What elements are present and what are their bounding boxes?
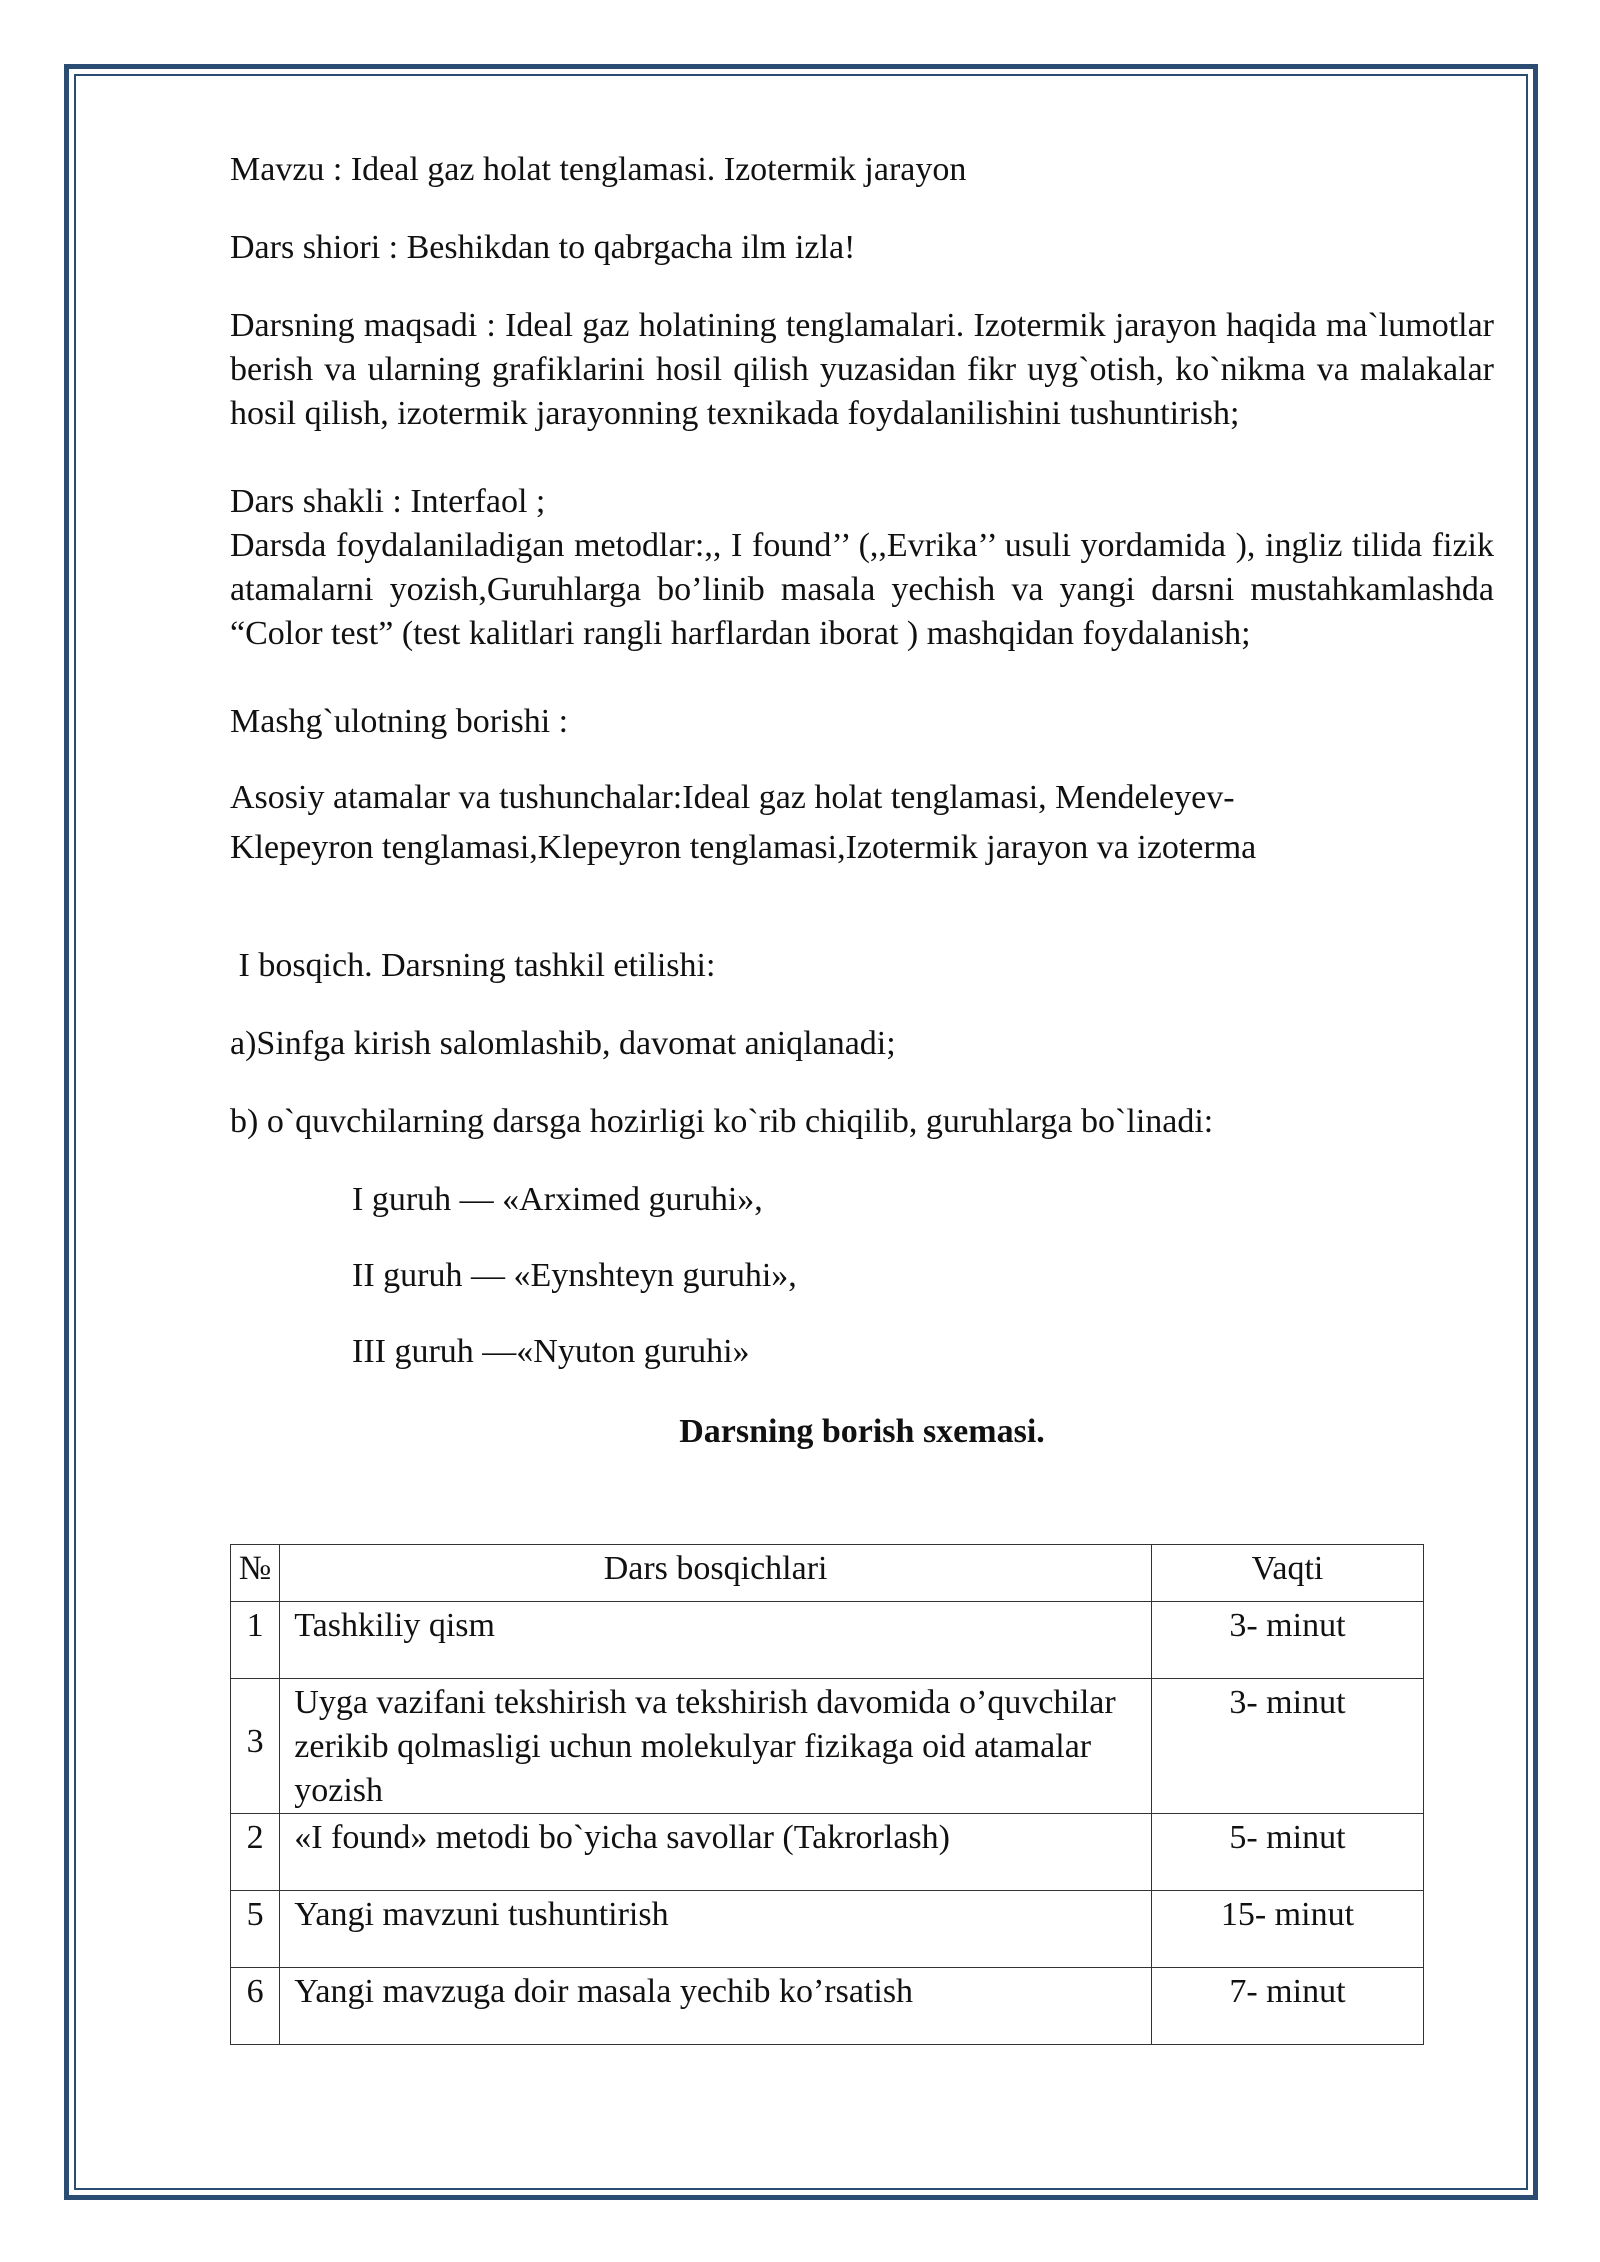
group-item: III guruh —«Nyuton guruhi» (352, 1333, 750, 1370)
header-time: Vaqti (1151, 1545, 1423, 1602)
row-time: 7- minut (1151, 1968, 1423, 2045)
row-stage: Uyga vazifani tekshirish va tekshirish davomida o’quvchilar zerikib qolmasligi uchun molekulyar fizikaga oid atamalar yozish (280, 1679, 1152, 1814)
header-stages: Dars bosqichlari (280, 1545, 1152, 1602)
lesson-scheme-table (230, 1544, 1424, 2045)
row-number: 2 (231, 1814, 280, 1891)
item-b: b) o`quvchilarning darsga hozirligi ko`rib chiqilib, guruhlarga bo`linadi: (230, 1103, 1214, 1140)
lesson-methods: Darsda foydalaniladigan metodlar:,, I found’’ (,,Evrika’’ usuli yordamida ), ingliz tilida fizik atamalarni yozish,Guruhlarga bo’linib masala yechish va yangi darsni mustahkamlashda “Color test” (test kalitlari rangli harflardan iborat ) mashqidan foydalanish; (230, 527, 1494, 652)
row-time: 15- minut (1151, 1891, 1423, 1968)
row-time: 3- minut (1151, 1679, 1423, 1814)
concepts-line-2: Klepeyron tenglamasi,Klepeyron tenglamasi,Izotermik jarayon va izoterma (230, 829, 1257, 866)
table-header-row (231, 1545, 1424, 1602)
concepts-line-1: Asosiy atamalar va tushunchalar:Ideal gaz holat tenglamasi, Mendeleyev- (230, 779, 1235, 816)
motto-line: Dars shiori : Beshikdan to qabrgacha ilm izla! (230, 229, 856, 266)
group-item: I guruh — «Arximed guruhi», (352, 1181, 763, 1218)
lesson-goal: Darsning maqsadi : Ideal gaz holatining tenglamalari. Izotermik jarayon haqida ma`lumotlar berish va ularning grafiklarini hosil qilish yuzasidan fikr uyg`otish, ko`nikma va malakalar hosil qilish, izotermik jarayonning texnikada foydalanilishini tushuntirish; (230, 307, 1494, 432)
table-row (231, 1968, 1424, 2045)
scheme-title: Darsning borish sxemasi. (679, 1413, 1045, 1450)
row-stage: Yangi mavzuga doir masala yechib ko’rsatish (280, 1968, 1152, 2045)
lesson-form: Dars shakli : Interfaol ; (230, 483, 546, 520)
table-row (231, 1679, 1424, 1814)
lesson-course: Mashg`ulotning borishi : (230, 703, 569, 740)
table-row (231, 1602, 1424, 1679)
row-number: 3 (231, 1679, 280, 1814)
row-time: 3- minut (1151, 1602, 1423, 1679)
row-stage: «I found» metodi bo`yicha savollar (Takrorlash) (280, 1814, 1152, 1891)
group-item: II guruh — «Eynshteyn guruhi», (352, 1257, 797, 1294)
table-row (231, 1814, 1424, 1891)
row-time: 5- minut (1151, 1814, 1423, 1891)
table-row (231, 1891, 1424, 1968)
header-number: № (231, 1545, 280, 1602)
stage-one-heading: I bosqich. Darsning tashkil etilishi: (230, 947, 716, 984)
row-stage: Yangi mavzuni tushuntirish (280, 1891, 1152, 1968)
row-number: 5 (231, 1891, 280, 1968)
topic-line: Mavzu : Ideal gaz holat tenglamasi. Izotermik jarayon (230, 151, 967, 188)
row-stage: Tashkiliy qism (280, 1602, 1152, 1679)
row-number: 6 (231, 1968, 280, 2045)
row-number: 1 (231, 1602, 280, 1679)
item-a: a)Sinfga kirish salomlashib, davomat aniqlanadi; (230, 1025, 896, 1062)
